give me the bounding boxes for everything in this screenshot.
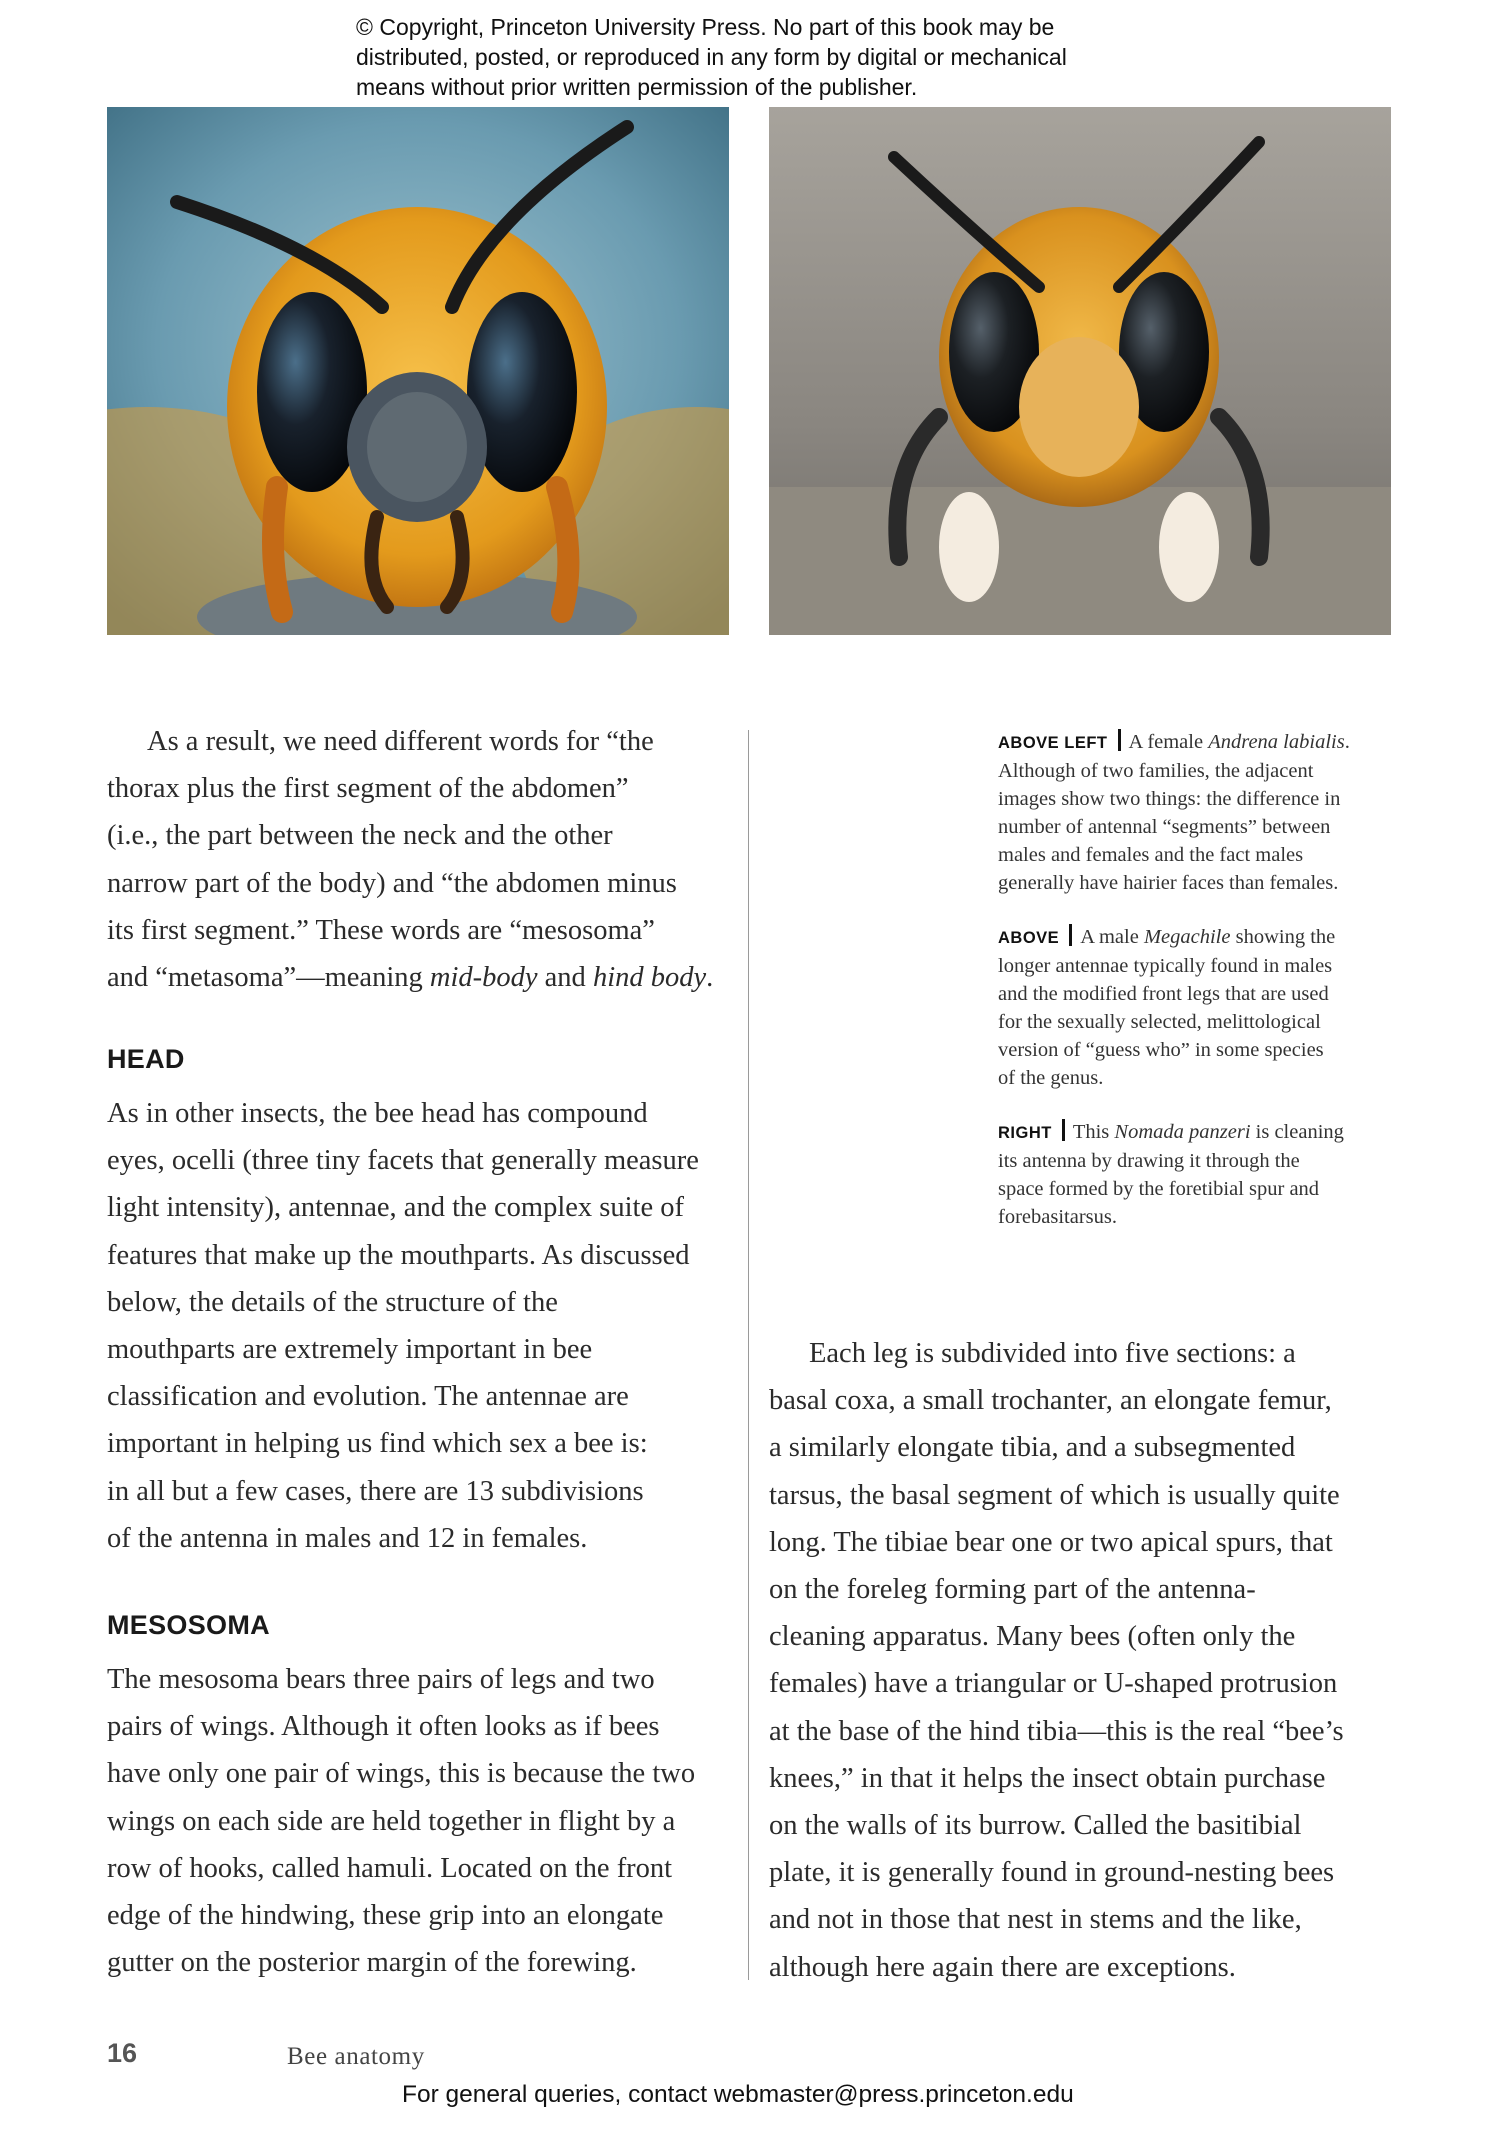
text-line: below, the details of the structure of the bbox=[107, 1286, 558, 1318]
text-line: Each leg is subdivided into five sections: a bbox=[809, 1338, 1296, 1369]
species-name: Megachile bbox=[1143, 926, 1231, 948]
bee-face-illustration bbox=[107, 107, 729, 635]
text-line: have only one pair of wings, this is because the two bbox=[107, 1758, 696, 1790]
species-name: Nomada panzeri bbox=[1114, 1121, 1251, 1143]
head-paragraph bbox=[107, 1090, 737, 1562]
page-number: 16 bbox=[107, 2038, 138, 2068]
copyright-notice bbox=[356, 12, 1186, 102]
caption-label: RIGHT bbox=[998, 1124, 1052, 1142]
legs-paragraph bbox=[769, 1330, 1399, 1991]
text-line: plate, it is generally found in ground-nesting bees bbox=[769, 1857, 1335, 1889]
text-line: in all but a few cases, there are 13 subdivisions bbox=[107, 1475, 644, 1507]
species-name: Andrena labialis bbox=[1208, 731, 1345, 753]
text-line: at the base of the hind tibia—this is the real “bee’s bbox=[769, 1715, 1344, 1747]
text-line: The mesosoma bears three pairs of legs and two bbox=[107, 1664, 655, 1695]
section-heading-mesosoma: MESOSOMA bbox=[107, 1610, 270, 1640]
text-line: As in other insects, the bee head has compound bbox=[107, 1098, 648, 1129]
text-line: on the walls of its burrow. Called the basitibial bbox=[769, 1810, 1302, 1842]
caption-line: and the modified front legs that are used bbox=[998, 983, 1329, 1005]
caption-line: number of antennal “segments” between bbox=[998, 816, 1331, 838]
caption-label: ABOVE bbox=[998, 929, 1060, 947]
text-line: gutter on the posterior margin of the forewing. bbox=[107, 1947, 637, 1979]
caption-separator-bar bbox=[1118, 729, 1121, 751]
section-heading-head: HEAD bbox=[107, 1044, 185, 1074]
mesosoma-paragraph bbox=[107, 1656, 737, 1986]
text-line: basal coxa, a small trochanter, an elongate femur, bbox=[769, 1385, 1332, 1417]
text-line: its first segment.” These words are “mesosoma” bbox=[107, 914, 655, 946]
text-line: and not in those that nest in stems and the like, bbox=[769, 1904, 1302, 1936]
caption-line: generally have hairier faces than females. bbox=[998, 872, 1339, 894]
text-line: mouthparts are extremely important in bee bbox=[107, 1334, 593, 1366]
caption-right: RIGHT This Nomada panzeri is cleaning its antenna by drawing it through the space formed by the foretibial spur and forebasitarsus. bbox=[998, 1118, 1398, 1231]
left-column bbox=[107, 718, 737, 1001]
text-line: (i.e., the part between the neck and the other bbox=[107, 820, 613, 852]
text-line: light intensity), antennae, and the complex suite of bbox=[107, 1192, 684, 1224]
text-line: narrow part of the body) and “the abdomen minus bbox=[107, 867, 677, 899]
caption-separator-bar bbox=[1069, 924, 1072, 946]
caption-line: version of “guess who” in some species bbox=[998, 1039, 1324, 1061]
text-line: cleaning apparatus. Many bees (often only the bbox=[769, 1621, 1296, 1653]
text-line: knees,” in that it helps the insect obtain purchase bbox=[769, 1762, 1326, 1794]
text-line: features that make up the mouthparts. As discussed bbox=[107, 1239, 690, 1271]
right-column bbox=[769, 1330, 1399, 1991]
text-line: row of hooks, called hamuli. Located on the front bbox=[107, 1852, 673, 1884]
copyright-line: means without prior written permission of the publisher. bbox=[356, 74, 918, 100]
caption-line: longer antennae typically found in males bbox=[998, 955, 1333, 977]
text-line: wings on each side are held together in flight by a bbox=[107, 1805, 676, 1837]
intro-paragraph bbox=[107, 718, 737, 1001]
text-line: long. The tibiae bear one or two apical spurs, that bbox=[769, 1526, 1333, 1558]
running-footer-section: Bee anatomy bbox=[287, 2043, 425, 2070]
text-line: on the foreleg forming part of the antenna- bbox=[769, 1574, 1256, 1606]
text-line: As a result, we need different words for “the bbox=[147, 726, 654, 757]
copyright-line: distributed, posted, or reproduced in any form by digital or mechanical bbox=[356, 44, 1067, 70]
text-line: although here again there are exceptions. bbox=[769, 1951, 1236, 1983]
caption-line: of the genus. bbox=[998, 1067, 1104, 1089]
caption-line: its antenna by drawing it through the bbox=[998, 1150, 1300, 1172]
caption-line: males and females and the fact males bbox=[998, 844, 1304, 866]
text-line: eyes, ocelli (three tiny facets that generally measure bbox=[107, 1145, 699, 1177]
column-divider bbox=[748, 730, 749, 1980]
text-line: pairs of wings. Although it often looks as if bees bbox=[107, 1711, 660, 1743]
caption-above: ABOVE A male Megachile showing the longer antennae typically found in males and the modified front legs that are used for the sexually selected, melittological version of “guess who” in some species of the genus. bbox=[998, 923, 1398, 1092]
text-line: and “metasoma”—meaning mid-body and hind body. bbox=[107, 962, 714, 994]
bee-face-illustration bbox=[769, 107, 1391, 635]
photo-megachile bbox=[769, 107, 1391, 635]
caption-line: space formed by the foretibial spur and bbox=[998, 1178, 1320, 1200]
caption-line: for the sexually selected, melittological bbox=[998, 1011, 1321, 1033]
text-line: tarsus, the basal segment of which is usually quite bbox=[769, 1479, 1340, 1511]
contact-notice: For general queries, contact webmaster@press.princeton.edu bbox=[402, 2081, 1074, 2108]
text-line: edge of the hindwing, these grip into an elongate bbox=[107, 1900, 664, 1932]
text-line: females) have a triangular or U-shaped protrusion bbox=[769, 1668, 1338, 1700]
text-line: a similarly elongate tibia, and a subsegmented bbox=[769, 1432, 1296, 1464]
caption-separator-bar bbox=[1062, 1119, 1065, 1141]
text-line: of the antenna in males and 12 in females. bbox=[107, 1522, 588, 1554]
emphasis: mid-body bbox=[429, 962, 538, 994]
caption-label: ABOVE LEFT bbox=[998, 734, 1108, 752]
text-line: thorax plus the first segment of the abdomen” bbox=[107, 773, 629, 805]
caption-line: forebasitarsus. bbox=[998, 1206, 1117, 1228]
text-line: important in helping us find which sex a bee is: bbox=[107, 1428, 648, 1460]
caption-above-left: ABOVE LEFT A female Andrena labialis. Although of two families, the adjacent images show two things: the difference in number of antennal “segments” between males and females and the fact males generally have hairier faces than females. bbox=[998, 728, 1398, 897]
emphasis: hind body bbox=[592, 962, 707, 994]
photo-captions bbox=[998, 728, 1398, 1257]
caption-line: Although of two families, the adjacent bbox=[998, 760, 1314, 782]
photo-andrena-labialis bbox=[107, 107, 729, 635]
caption-line: images show two things: the difference in bbox=[998, 788, 1341, 810]
copyright-line: © Copyright, Princeton University Press. No part of this book may be bbox=[356, 14, 1055, 40]
text-line: classification and evolution. The antennae are bbox=[107, 1381, 629, 1413]
